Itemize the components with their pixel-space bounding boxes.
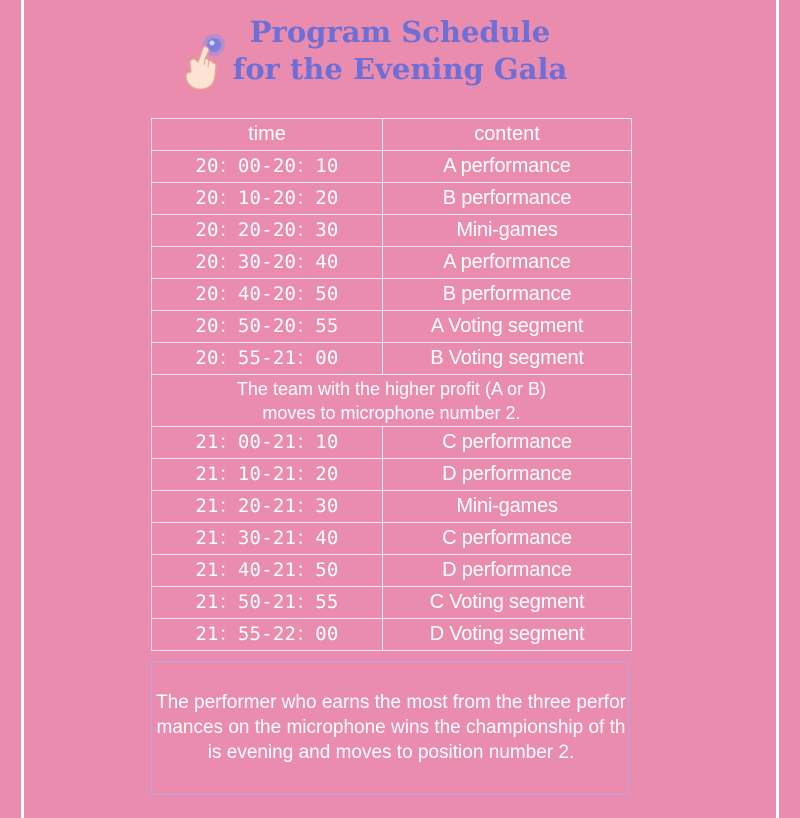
content-cell: C Voting segment [383,587,632,619]
table-row [152,619,632,651]
content-cell: B performance [383,183,632,215]
time-cell: 20：50-20：55 [152,311,383,343]
table-row [152,427,632,459]
table-row [152,555,632,587]
time-cell: 21：20-21：30 [152,491,383,523]
content-cell: A Voting segment [383,311,632,343]
header [178,14,598,94]
table-row [152,587,632,619]
content-cell: D Voting segment [383,619,632,651]
content-cell: D performance [383,459,632,491]
page-title [230,14,570,88]
table-row [152,343,632,375]
header-content: content [383,119,632,151]
note-line-1: The team with the higher profit (A or B) [236,379,547,399]
table-row [152,459,632,491]
table-header-row [152,119,632,151]
content-cell: C performance [383,427,632,459]
footer-line-3: is evening and moves to position number 2. [207,742,575,763]
footer-line-1: The performer who earns the most from the three perfor [156,692,626,713]
table-row [152,183,632,215]
table-row [152,151,632,183]
note-row [152,375,632,427]
content-cell: D performance [383,555,632,587]
footer-note [152,690,630,765]
time-cell: 20：10-20：20 [152,183,383,215]
time-cell: 21：00-21：10 [152,427,383,459]
content-cell: B performance [383,279,632,311]
time-cell: 21：50-21：55 [152,587,383,619]
footer-note-box [151,661,629,795]
table-row [152,491,632,523]
table-row [152,311,632,343]
content-cell: Mini-games [383,491,632,523]
time-cell: 21：55-22：00 [152,619,383,651]
schedule-table [151,118,632,651]
time-cell: 21：30-21：40 [152,523,383,555]
time-cell: 20：20-20：30 [152,215,383,247]
content-cell: Mini-games [383,215,632,247]
table-row [152,247,632,279]
time-cell: 21：40-21：50 [152,555,383,587]
time-cell: 20：00-20：10 [152,151,383,183]
table-row [152,215,632,247]
title-line-1: Program Schedule [249,15,551,49]
content-cell: A performance [383,151,632,183]
note-line-2: moves to microphone number 2. [262,403,521,423]
content-cell: B Voting segment [383,343,632,375]
note-cell [152,375,632,427]
right-border-line [776,0,779,818]
table-row [152,279,632,311]
time-cell: 20：40-20：50 [152,279,383,311]
table-row [152,523,632,555]
time-cell: 21：10-21：20 [152,459,383,491]
footer-line-2: mances on the microphone wins the championship of th [156,717,626,738]
content-cell: C performance [383,523,632,555]
hand-pointer-icon [178,32,230,92]
left-border-line [21,0,24,818]
header-time: time [152,119,383,151]
time-cell: 20：55-21：00 [152,343,383,375]
title-line-2: for the Evening Gala [232,52,568,86]
time-cell: 20：30-20：40 [152,247,383,279]
content-cell: A performance [383,247,632,279]
